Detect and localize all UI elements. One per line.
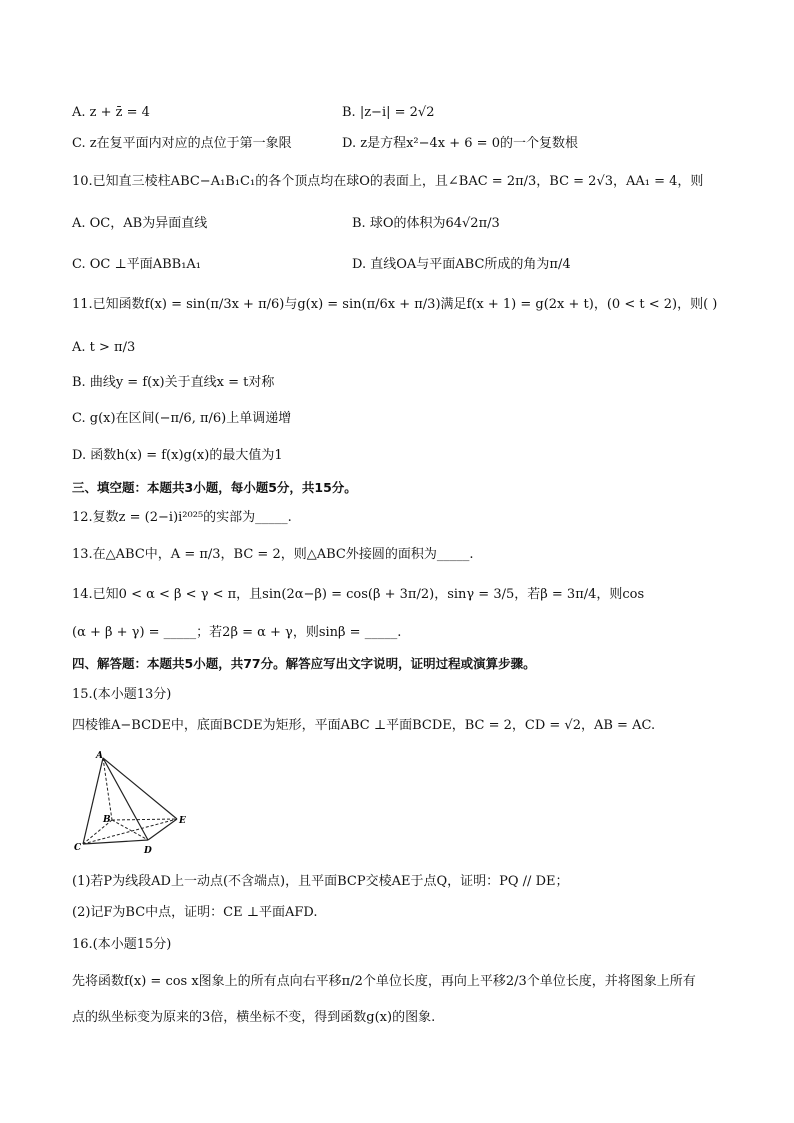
vertex-label-d: D [144,846,152,856]
section-4-heading: 四、解答题：本题共5小题，共77分。解答应写出文字说明，证明过程或演算步骤。 [72,656,536,671]
q13: 13.在△ABC中，A = π/3，BC = 2，则△ABC外接圆的面积为_____. [72,547,474,562]
q12: 12.复数z = (2−i)i²⁰²⁵的实部为_____. [72,510,292,525]
edge-ce [83,819,177,844]
q11-option-d: D. 函数h(x) = f(x)g(x)的最大值为1 [72,448,283,463]
q15-part-1: (1)若P为线段AD上一动点(不含端点)，且平面BCP交棱AE于点Q，证明：PQ // DE； [72,874,569,889]
q10-option-a: A. OC，AB为异面直线 [72,216,208,231]
edge-be [112,819,177,820]
vertex-label-e: E [179,816,186,826]
q16-line-2: 点的纵坐标变为原来的3倍，横坐标不变，得到函数g(x)的图象. [72,1010,436,1025]
edge-cd [83,840,148,844]
vertex-label-a: A [96,751,103,761]
q15-part-2: (2)记F为BC中点，证明：CE ⊥平面AFD. [72,905,318,920]
q10-option-d: D. 直线OA与平面ABC所成的角为π/4 [352,257,571,272]
q11-stem: 11.已知函数f(x) = sin(π/3x + π/6)与g(x) = sin(π/6x + π/3)满足f(x + 1) = g(2x + t)，(0 < t < 2)，则( ) [72,297,718,312]
q10-stem: 10.已知直三棱柱ABC−A₁B₁C₁的各个顶点均在球O的表面上，且∠BAC = 2π/3，BC = 2√3，AA₁ = 4，则 [72,174,704,189]
q11-option-a: A. t > π/3 [72,340,136,355]
q14-line-2: (α + β + γ) = _____；若2β = α + γ，则sinβ = _____. [72,625,402,640]
edge-ac [83,758,103,844]
q10-option-c: C. OC ⊥平面ABB₁A₁ [72,257,202,272]
q9-option-b: B. |z−i| = 2√2 [342,105,435,120]
q9-option-d: D. z是方程x²−4x + 6 = 0的一个复数根 [342,136,578,151]
vertex-label-c: C [74,843,82,853]
q16-header: 16.(本小题15分) [72,937,172,952]
section-3-heading: 三、填空题：本题共3小题，每小题5分，共15分。 [72,480,357,495]
pyramid-figure [72,748,192,858]
q14-line-1: 14.已知0 < α < β < γ < π，且sin(2α−β) = cos(β + 3π/2)，sinγ = 3/5，若β = 3π/4，则cos [72,587,645,602]
q16-line-1: 先将函数f(x) = cos x图象上的所有点向右平移π/2个单位长度，再向上平移2/3个单位长度，并将图象上所有 [72,974,696,989]
q15-stem: 四棱锥A−BCDE中，底面BCDE为矩形，平面ABC ⊥平面BCDE，BC = 2，CD = √2，AB = AC. [72,718,656,733]
edge-de [148,819,177,840]
edge-ae [103,758,177,819]
q9-option-c: C. z在复平面内对应的点位于第一象限 [72,136,292,151]
q11-option-c: C. g(x)在区间(−π/6, π/6)上单调递增 [72,411,292,426]
q11-option-b: B. 曲线y = f(x)关于直线x = t对称 [72,375,275,390]
vertex-label-b: B [103,815,111,825]
q10-option-b: B. 球O的体积为64√2π/3 [352,216,500,231]
q15-header: 15.(本小题13分) [72,687,172,702]
q9-option-a: A. z + z̄ = 4 [72,105,150,120]
